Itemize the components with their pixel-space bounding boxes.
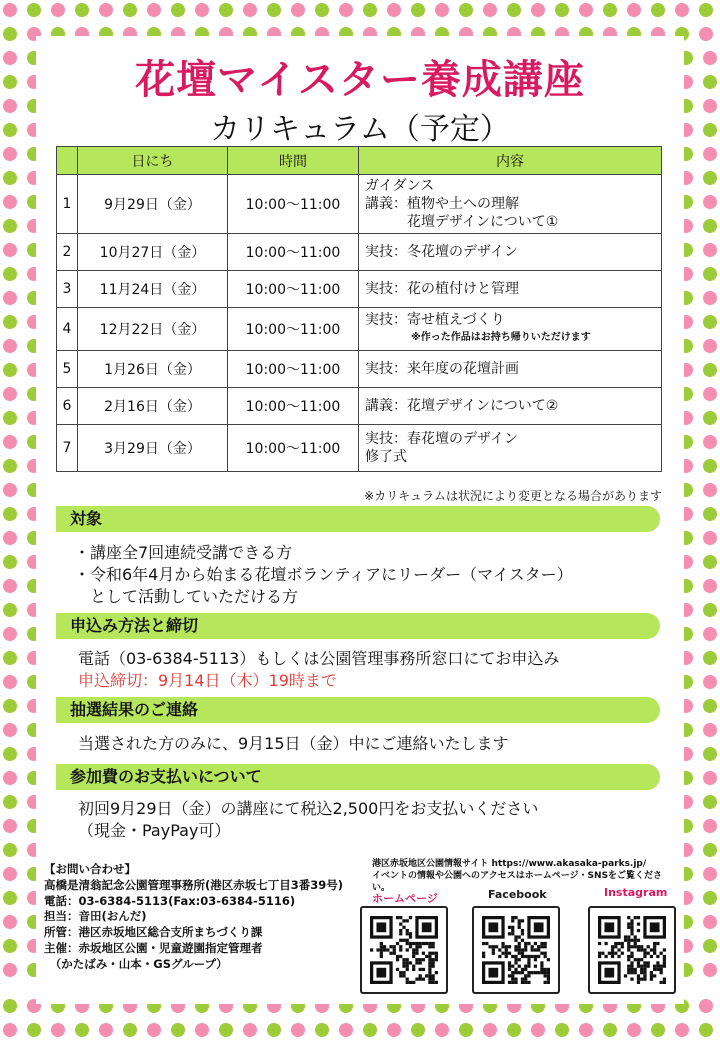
- border-dot: [3, 363, 17, 377]
- instagram-qr-code[interactable]: [588, 906, 676, 994]
- lottery-line: 当選された方のみに、9月15日（金）中にご連絡いたします: [78, 734, 509, 753]
- border-dot: [3, 435, 17, 449]
- table-row: [57, 175, 662, 234]
- row-date: 10月27日（金）: [78, 234, 228, 271]
- border-dot: [243, 3, 257, 17]
- border-dot: [3, 147, 17, 161]
- border-dot: [267, 3, 281, 17]
- content-line: 実技：来年度の花壇計画: [365, 361, 519, 377]
- border-dot: [627, 3, 641, 17]
- qr-label-homepage: ホームページ: [372, 892, 438, 905]
- border-dot: [703, 387, 717, 401]
- border-dot: [411, 3, 425, 17]
- border-dot: [267, 1023, 281, 1037]
- contact-line: 【お問い合わせ】: [44, 862, 136, 876]
- curriculum-remark: ※カリキュラムは状況により変更となる場合があります: [364, 489, 662, 503]
- border-dot: [3, 507, 17, 521]
- row-no: 1: [57, 175, 78, 234]
- border-dot: [703, 963, 717, 977]
- border-dot: [3, 267, 17, 281]
- border-dot: [147, 1023, 161, 1037]
- border-dot: [3, 459, 17, 473]
- border-dot: [703, 627, 717, 641]
- border-dot: [315, 1023, 329, 1037]
- border-dot: [3, 651, 17, 665]
- border-dot: [699, 3, 713, 17]
- border-dot: [703, 819, 717, 833]
- content-line: 講義：花壇デザインについて②: [365, 398, 559, 414]
- border-dot: [703, 579, 717, 593]
- row-no: 5: [57, 351, 78, 388]
- section-heading-fee: 参加費のお支払いについて: [56, 764, 660, 790]
- page-subtitle: カリキュラム（予定）: [210, 112, 510, 147]
- border-dot: [483, 3, 497, 17]
- row-no: 3: [57, 271, 78, 308]
- border-dot: [3, 963, 17, 977]
- row-time: 10:00～11:00: [228, 425, 359, 472]
- border-dot: [555, 3, 569, 17]
- fee-line: （現金・PayPay可）: [78, 821, 231, 840]
- border-dot: [171, 3, 185, 17]
- border-dot: [579, 1023, 593, 1037]
- row-content: [359, 308, 662, 351]
- border-dot: [703, 411, 717, 425]
- border-dot: [3, 483, 17, 497]
- border-dot: [703, 531, 717, 545]
- border-dot: [703, 771, 717, 785]
- border-dot: [699, 999, 713, 1013]
- site-line: 港区赤坂地区公園情報サイト https://www.akasaka-parks.jp/: [372, 859, 647, 869]
- qr-code-icon: [598, 916, 666, 984]
- border-dot: [555, 1023, 569, 1037]
- border-dot: [531, 3, 545, 17]
- contact-block: [44, 862, 343, 973]
- row-date: 9月29日（金）: [78, 175, 228, 234]
- border-dot: [3, 555, 17, 569]
- table-header-row: [57, 147, 662, 175]
- content-line: 実技：冬花壇のデザイン: [365, 244, 519, 260]
- border-dot: [75, 3, 89, 17]
- border-dot: [3, 915, 17, 929]
- border-dot: [3, 219, 17, 233]
- border-dot: [363, 1023, 377, 1037]
- apply-deadline: 申込締切：9月14日（木）19時まで: [78, 671, 337, 690]
- border-dot: [703, 939, 717, 953]
- fee-line: 初回9月29日（金）の講座にて税込2,500円をお支払いください: [78, 799, 539, 818]
- row-date: 11月24日（金）: [78, 271, 228, 308]
- border-dot: [703, 243, 717, 257]
- border-dot: [435, 3, 449, 17]
- row-content: [359, 425, 662, 472]
- border-dot: [3, 195, 17, 209]
- border-dot: [387, 1023, 401, 1037]
- border-dot: [651, 3, 665, 17]
- header-no: [57, 147, 78, 175]
- row-no: 6: [57, 388, 78, 425]
- row-date: 1月26日（金）: [78, 351, 228, 388]
- border-dot: [363, 3, 377, 17]
- row-no: 2: [57, 234, 78, 271]
- content-line: ガイダンス: [365, 178, 435, 194]
- border-dot: [703, 363, 717, 377]
- border-dot: [507, 3, 521, 17]
- facebook-qr-code[interactable]: [472, 906, 560, 994]
- border-dot: [703, 795, 717, 809]
- border-dot: [243, 1023, 257, 1037]
- border-dot: [699, 27, 713, 41]
- header-date: 日にち: [78, 147, 228, 175]
- border-dot: [3, 243, 17, 257]
- border-dot: [3, 699, 17, 713]
- content-line: 実技：春花壇のデザイン: [365, 431, 519, 447]
- border-dot: [3, 1023, 17, 1037]
- border-dot: [3, 627, 17, 641]
- content-note: ※作った作品はお持ち帰りいただけます: [411, 332, 591, 343]
- border-dot: [315, 3, 329, 17]
- border-dot: [387, 3, 401, 17]
- header-content: 内容: [359, 147, 662, 175]
- border-dot: [627, 1023, 641, 1037]
- border-dot: [3, 747, 17, 761]
- border-dot: [703, 867, 717, 881]
- border-dot: [3, 387, 17, 401]
- row-date: 12月22日（金）: [78, 308, 228, 351]
- table-row: [57, 234, 662, 271]
- row-content: [359, 175, 662, 234]
- border-dot: [703, 699, 717, 713]
- qr-code-icon: [370, 916, 438, 984]
- table-row: [57, 351, 662, 388]
- border-dot: [3, 315, 17, 329]
- target-line: ・令和6年4月から始まる花壇ボランティアにリーダー（マイスター）: [74, 565, 573, 584]
- border-dot: [3, 771, 17, 785]
- qr-label-facebook: Facebook: [488, 888, 547, 901]
- border-dot: [27, 1023, 41, 1037]
- border-dot: [703, 339, 717, 353]
- border-dot: [703, 723, 717, 737]
- border-dot: [195, 3, 209, 17]
- content-line: 花壇デザインについて①: [365, 214, 559, 230]
- border-dot: [703, 219, 717, 233]
- border-dot: [3, 579, 17, 593]
- border-dot: [703, 147, 717, 161]
- row-date: 2月16日（金）: [78, 388, 228, 425]
- content-line: 実技：寄せ植えづくり: [365, 312, 505, 328]
- header-time: 時間: [228, 147, 359, 175]
- border-dot: [411, 1023, 425, 1037]
- border-dot: [703, 459, 717, 473]
- contact-line: （かたばみ・山本・GSグループ）: [44, 956, 228, 971]
- target-line: ・講座全7回連続受講できる方: [74, 543, 293, 562]
- border-dot: [703, 891, 717, 905]
- row-time: 10:00～11:00: [228, 234, 359, 271]
- border-dot: [3, 3, 17, 17]
- border-dot: [147, 3, 161, 17]
- border-dot: [3, 291, 17, 305]
- border-dot: [291, 3, 305, 17]
- contact-line: 所管：港区赤坂地区総合支所まちづくり課: [44, 925, 263, 940]
- target-line: として活動していただける方: [74, 587, 299, 606]
- border-dot: [703, 483, 717, 497]
- row-time: 10:00～11:00: [228, 351, 359, 388]
- border-dot: [75, 1023, 89, 1037]
- border-dot: [123, 3, 137, 17]
- row-date: 3月29日（金）: [78, 425, 228, 472]
- border-dot: [703, 435, 717, 449]
- content-line: 講義：植物や土への理解: [365, 196, 519, 212]
- border-dot: [703, 315, 717, 329]
- border-dot: [507, 1023, 521, 1037]
- border-dot: [703, 555, 717, 569]
- table-row: [57, 308, 662, 351]
- content-line: 修了式: [365, 449, 407, 465]
- border-dot: [703, 507, 717, 521]
- border-dot: [435, 1023, 449, 1037]
- border-dot: [703, 603, 717, 617]
- contact-line: 高橋是清翁記念公園管理事務所(港区赤坂七丁目3番39号): [44, 877, 344, 892]
- border-dot: [3, 531, 17, 545]
- border-dot: [291, 1023, 305, 1037]
- border-dot: [51, 3, 65, 17]
- border-dot: [483, 1023, 497, 1037]
- row-time: 10:00～11:00: [228, 175, 359, 234]
- border-dot: [703, 651, 717, 665]
- border-dot: [99, 3, 113, 17]
- border-dot: [603, 1023, 617, 1037]
- qr-code-icon: [482, 916, 550, 984]
- border-dot: [703, 675, 717, 689]
- border-dot: [3, 339, 17, 353]
- border-dot: [99, 1023, 113, 1037]
- border-dot: [339, 1023, 353, 1037]
- homepage-qr-code[interactable]: [360, 906, 448, 994]
- border-dot: [3, 675, 17, 689]
- border-dot: [219, 3, 233, 17]
- section-heading-apply: 申込み方法と締切: [56, 613, 660, 639]
- apply-line: 電話（03-6384-5113）もしくは公園管理事務所窓口にてお申込み: [78, 649, 560, 668]
- section-heading-target: 対象: [56, 506, 660, 532]
- border-dot: [3, 891, 17, 905]
- border-dot: [123, 1023, 137, 1037]
- row-no: 7: [57, 425, 78, 472]
- border-dot: [3, 939, 17, 953]
- row-time: 10:00～11:00: [228, 388, 359, 425]
- table-row: [57, 388, 662, 425]
- border-dot: [459, 1023, 473, 1037]
- border-dot: [3, 603, 17, 617]
- table-row: [57, 271, 662, 308]
- contact-line: 担当：音田(おんだ): [44, 909, 147, 924]
- border-dot: [699, 1023, 713, 1037]
- border-dot: [703, 915, 717, 929]
- border-dot: [3, 795, 17, 809]
- row-time: 10:00～11:00: [228, 271, 359, 308]
- border-dot: [3, 171, 17, 185]
- page-title: 花壇マイスター養成講座: [135, 57, 585, 103]
- border-dot: [703, 195, 717, 209]
- border-dot: [219, 1023, 233, 1037]
- border-dot: [459, 3, 473, 17]
- border-dot: [3, 411, 17, 425]
- border-dot: [27, 3, 41, 17]
- section-heading-lottery: 抽選結果のご連絡: [56, 697, 660, 723]
- border-dot: [579, 3, 593, 17]
- row-content: [359, 351, 662, 388]
- border-dot: [195, 1023, 209, 1037]
- row-time: 10:00～11:00: [228, 308, 359, 351]
- border-dot: [703, 291, 717, 305]
- border-dot: [171, 1023, 185, 1037]
- table-row: [57, 425, 662, 472]
- border-dot: [703, 267, 717, 281]
- row-content: [359, 271, 662, 308]
- border-dot: [339, 3, 353, 17]
- border-dot: [703, 747, 717, 761]
- border-dot: [603, 3, 617, 17]
- border-dot: [3, 723, 17, 737]
- border-dot: [703, 171, 717, 185]
- border-dot: [651, 1023, 665, 1037]
- border-dot: [3, 867, 17, 881]
- row-content: [359, 234, 662, 271]
- border-dot: [3, 27, 17, 41]
- border-dot: [51, 1023, 65, 1037]
- curriculum-table: [56, 146, 662, 472]
- content-line: 実技：花の植付けと管理: [365, 281, 519, 297]
- contact-line: 主催：赤坂地区公園・児童遊園指定管理者: [44, 940, 263, 955]
- contact-line: 電話：03-6384-5113(Fax:03-6384-5116): [44, 893, 296, 908]
- border-dot: [675, 3, 689, 17]
- border-dot: [531, 1023, 545, 1037]
- border-dot: [675, 1023, 689, 1037]
- border-dot: [3, 819, 17, 833]
- qr-label-instagram: Instagram: [604, 886, 668, 899]
- row-content: [359, 388, 662, 425]
- row-no: 4: [57, 308, 78, 351]
- border-dot: [3, 843, 17, 857]
- site-note: イベントの情報や公園へのアクセスはホームページ・SNSをご覧ください。: [372, 871, 663, 893]
- border-dot: [703, 843, 717, 857]
- border-dot: [3, 999, 17, 1013]
